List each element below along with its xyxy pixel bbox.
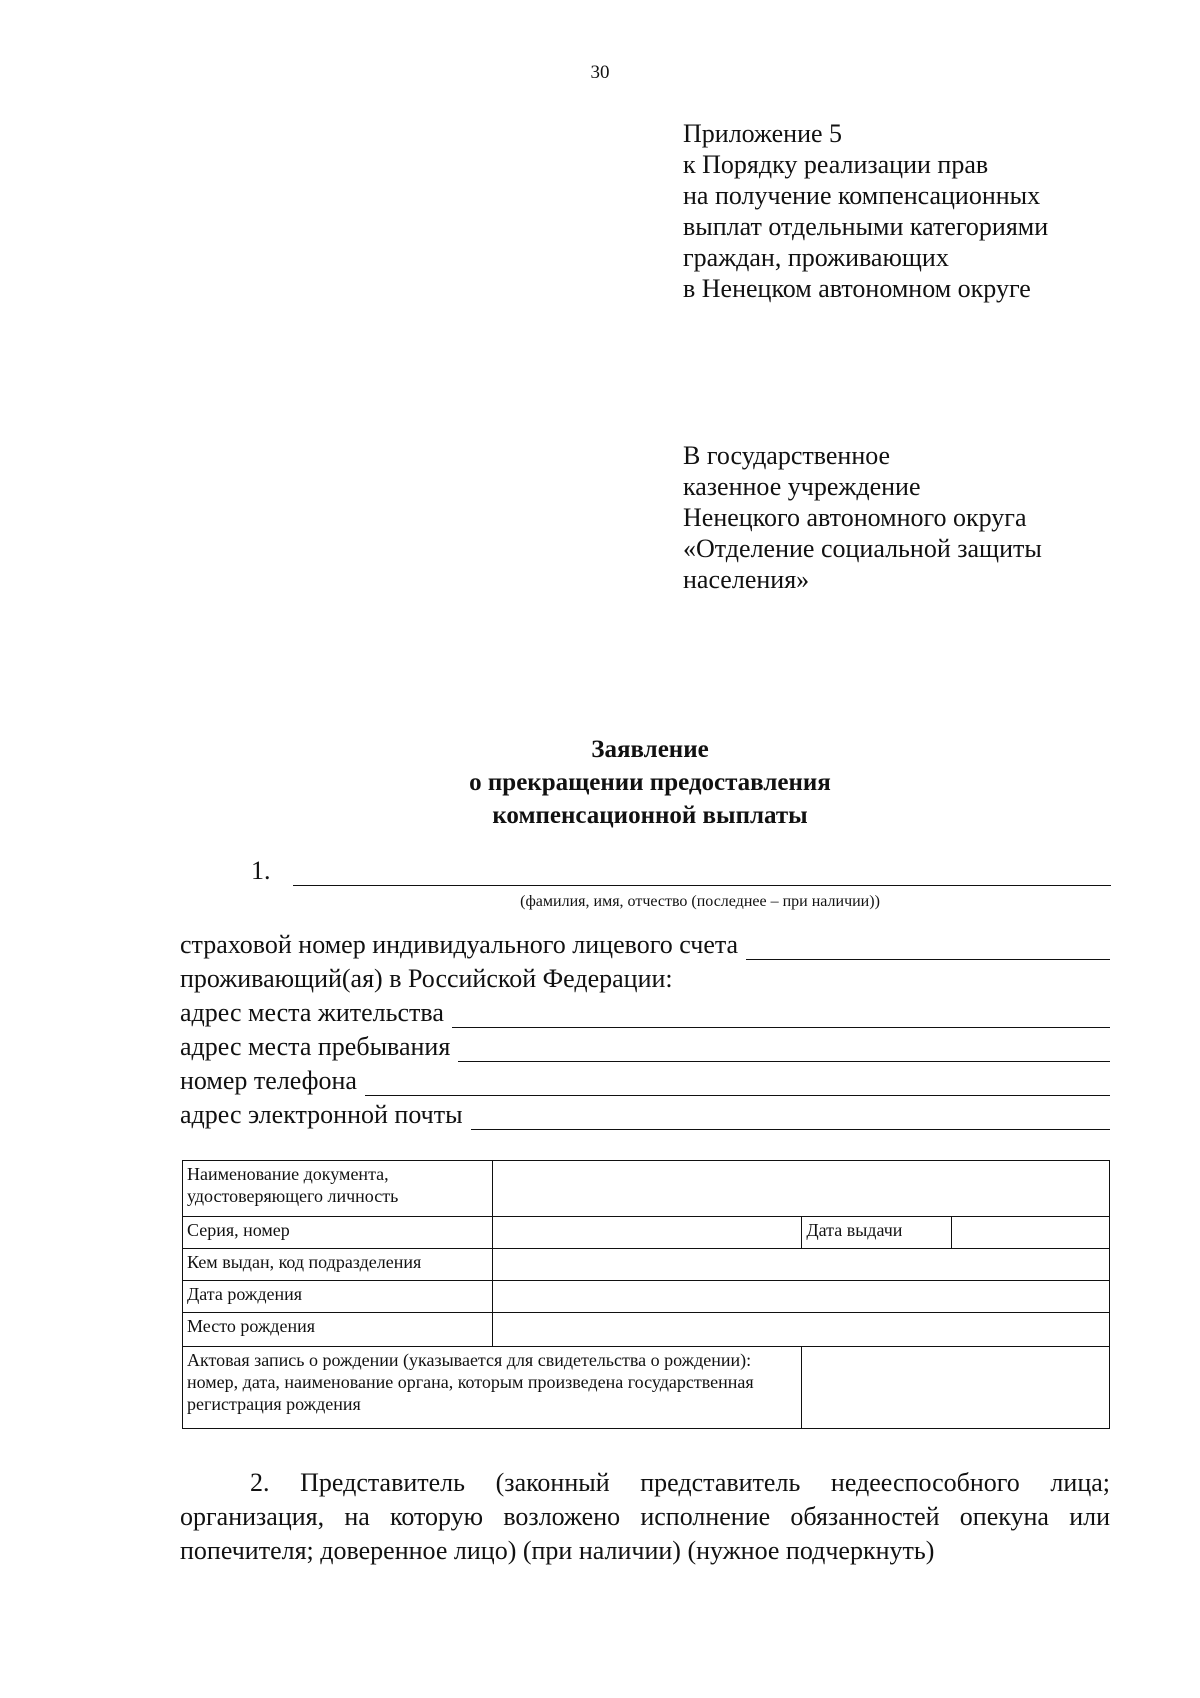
addressee [683,440,1042,595]
phone-label: номер телефона [180,1066,357,1095]
addressee-line: «Отделение социальной защиты [683,534,1042,563]
series-number-value[interactable] [492,1217,802,1249]
issue-date-value[interactable] [952,1217,1110,1249]
title-line: о прекращении предоставления [469,769,831,796]
addressee-line: казенное учреждение [683,472,921,501]
table-row [183,1161,1110,1217]
series-number-label: Серия, номер [183,1217,493,1249]
appendix-line: Приложение 5 [683,119,843,148]
birth-place-label: Место рождения [183,1313,493,1347]
title-line: компенсационной выплаты [492,802,808,829]
addressee-line: В государственное [683,441,891,470]
table-row [183,1347,1110,1429]
email-field[interactable] [471,1107,1110,1130]
full-name-row [251,856,1111,886]
addressee-line: Ненецкого автономного округа [683,503,1027,532]
title-line: Заявление [591,736,709,763]
section-number: 1. [251,856,271,885]
phone-row [180,1066,1110,1096]
stay-row [180,1032,1110,1062]
doc-name-value[interactable] [492,1161,1109,1217]
snils-row [180,930,1110,960]
appendix-line: в Ненецком автономном округе [683,274,1031,303]
full-name-field[interactable] [293,863,1112,886]
issued-by-value[interactable] [492,1249,1109,1281]
section-2-paragraph [180,1466,1110,1568]
birth-date-value[interactable] [492,1281,1109,1313]
issued-by-label: Кем выдан, код подразделения [183,1249,493,1281]
email-row [180,1100,1110,1130]
section-2-text: 2. Представитель (законный представитель недееспособного лица; организация, на которую возложено исполнение обязанностей опекуна или попечителя; доверенное лицо) (при наличии) (нужное подчеркнуть) [180,1468,1110,1565]
snils-field[interactable] [746,937,1110,960]
birth-date-label: Дата рождения [183,1281,493,1313]
email-label: адрес электронной почты [180,1100,463,1129]
table-row [183,1313,1110,1347]
addressee-line: населения» [683,565,810,594]
appendix-line: выплат отдельными категориями [683,212,1049,241]
page-number: 30 [590,62,610,83]
appendix-line: к Порядку реализации прав [683,150,989,179]
doc-name-label: Наименование документа, удостоверяющего личность [183,1161,493,1217]
appendix-line: граждан, проживающих [683,243,949,272]
residing-row [180,964,1110,994]
residence-field[interactable] [452,1005,1110,1028]
stay-field[interactable] [458,1039,1110,1062]
phone-field[interactable] [365,1073,1110,1096]
birth-record-label: Актовая запись о рождении (указывается для свидетельства о рождении): номер, дата, наименование органа, которым произведена государственная регистрация рождения [183,1347,802,1429]
birth-record-value[interactable] [802,1347,1110,1429]
snils-label: страховой номер индивидуального лицевого счета [180,930,739,959]
issue-date-label: Дата выдачи [802,1217,952,1249]
full-name-caption: (фамилия, имя, отчество (последнее – при наличии)) [520,893,880,910]
table-row [183,1281,1110,1313]
residing-label: проживающий(ая) в Российской Федерации: [180,964,673,993]
document-title [300,733,1000,832]
appendix-line: на получение компенсационных [683,181,1041,210]
stay-label: адрес места пребывания [180,1032,451,1061]
birth-place-value[interactable] [492,1313,1109,1347]
residence-label: адрес места жительства [180,998,444,1027]
identity-document-table [182,1160,1110,1429]
appendix-reference [683,118,1048,304]
table-row [183,1249,1110,1281]
table-row [183,1217,1110,1249]
residence-row [180,998,1110,1028]
